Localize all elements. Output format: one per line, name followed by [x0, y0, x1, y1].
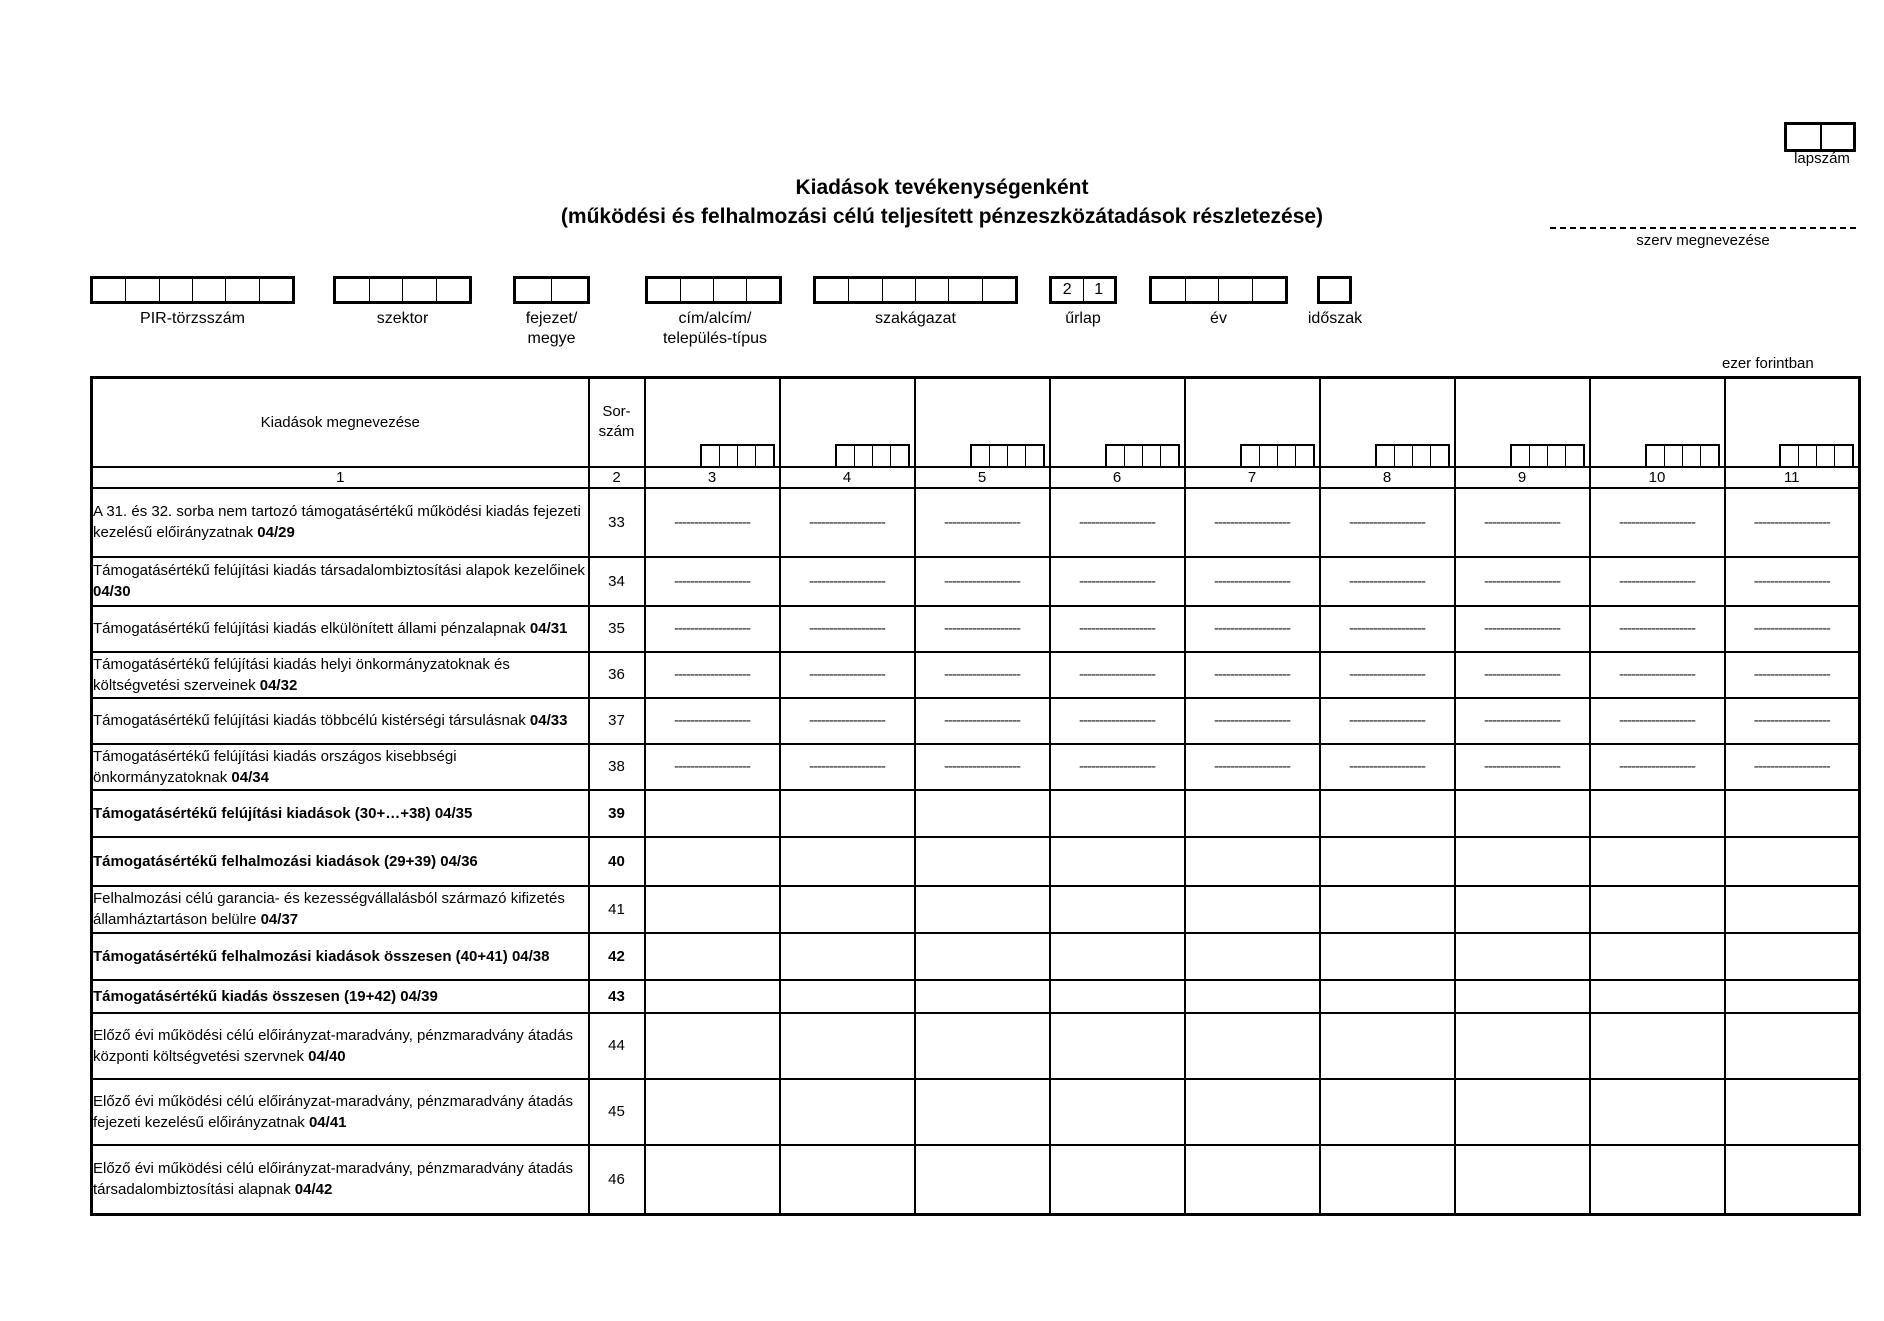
dashed-cell[interactable]: -------------------	[1455, 698, 1590, 744]
column-code-boxes[interactable]	[700, 444, 775, 466]
column-number: 9	[1455, 467, 1590, 488]
code-label: szakágazat	[875, 310, 956, 327]
dashed-cell[interactable]: -------------------	[1050, 744, 1185, 790]
header-sorszam: Sor- szám	[589, 378, 645, 467]
row-name	[92, 837, 589, 886]
dashed-cell[interactable]: -------------------	[1725, 698, 1860, 744]
row-sorszam: 39	[589, 790, 645, 837]
dashed-cell[interactable]: -------------------	[915, 744, 1050, 790]
code-digit[interactable]	[336, 279, 369, 301]
header-column-code[interactable]	[1590, 378, 1725, 467]
dashed-cell[interactable]: -------------------	[1455, 744, 1590, 790]
column-code-boxes[interactable]	[1510, 444, 1585, 466]
row-name	[92, 698, 589, 744]
dashed-cell[interactable]: -------------------	[1590, 652, 1725, 698]
column-code-boxes[interactable]	[970, 444, 1045, 466]
row-name	[92, 488, 589, 557]
row-text: Előző évi működési célú előirányzat-maradvány, pénzmaradvány átadás fejezeti kezelésű előirányzatnak	[93, 1092, 573, 1131]
table-row	[92, 1013, 1860, 1079]
code-digit[interactable]	[713, 279, 746, 301]
column-code-boxes[interactable]	[1240, 444, 1315, 466]
value-cell[interactable]	[915, 790, 1050, 837]
code-digit[interactable]	[259, 279, 292, 301]
table-row	[92, 790, 1860, 837]
row-code: 04/39	[400, 987, 438, 1005]
value-cell[interactable]	[1590, 1079, 1725, 1145]
value-cell[interactable]	[780, 837, 915, 886]
table-row	[92, 744, 1860, 790]
dashed-cell[interactable]: -------------------	[1320, 488, 1455, 557]
value-cell[interactable]	[1320, 1079, 1455, 1145]
code-digit[interactable]	[915, 279, 948, 301]
value-cell[interactable]	[1590, 886, 1725, 933]
code-digit[interactable]	[982, 279, 1015, 301]
dashed-cell[interactable]: -------------------	[1725, 652, 1860, 698]
row-sorszam: 44	[589, 1013, 645, 1079]
code-digit[interactable]	[680, 279, 713, 301]
row-text: Támogatásértékű felújítási kiadások (30+…+38)	[93, 804, 435, 822]
value-cell[interactable]	[1455, 1145, 1590, 1215]
dashed-cell[interactable]: -------------------	[915, 606, 1050, 652]
column-number: 5	[915, 467, 1050, 488]
table-row	[92, 933, 1860, 980]
value-cell[interactable]	[645, 1079, 780, 1145]
value-cell[interactable]	[1590, 790, 1725, 837]
row-text: A 31. és 32. sorba nem tartozó támogatásértékű működési kiadás fejezeti kezelésű előirányzatnak	[93, 503, 581, 541]
row-name	[92, 652, 589, 698]
dashed-cell[interactable]: -------------------	[1320, 744, 1455, 790]
dashed-cell[interactable]: -------------------	[1185, 557, 1320, 606]
column-number: 11	[1725, 467, 1860, 488]
value-cell[interactable]	[1185, 1145, 1320, 1215]
code-label: időszak	[1307, 310, 1363, 327]
value-cell[interactable]	[1590, 1013, 1725, 1079]
table-row	[92, 606, 1860, 652]
row-code: 04/41	[308, 1113, 347, 1131]
value-cell[interactable]	[1185, 790, 1320, 837]
column-code-boxes[interactable]	[1105, 444, 1180, 466]
dashed-cell[interactable]: -------------------	[1050, 652, 1185, 698]
header-column-code[interactable]	[1455, 378, 1590, 467]
table-row	[92, 837, 1860, 886]
lapszam-boxes[interactable]	[1784, 122, 1856, 152]
value-cell[interactable]	[1050, 1079, 1185, 1145]
row-sorszam: 34	[589, 557, 645, 606]
value-cell[interactable]	[1455, 1079, 1590, 1145]
value-cell[interactable]	[1725, 837, 1860, 886]
dashed-cell[interactable]: -------------------	[645, 488, 780, 557]
value-cell[interactable]	[1590, 980, 1725, 1013]
value-cell[interactable]	[1050, 933, 1185, 980]
value-cell[interactable]	[1455, 790, 1590, 837]
code-digit[interactable]	[816, 279, 848, 301]
header-column-code[interactable]	[915, 378, 1050, 467]
dashed-cell[interactable]: -------------------	[1185, 744, 1320, 790]
column-code-boxes[interactable]	[1645, 444, 1720, 466]
value-cell[interactable]	[1050, 886, 1185, 933]
row-name	[92, 980, 589, 1013]
row-name	[92, 886, 589, 933]
value-cell[interactable]	[915, 1145, 1050, 1215]
dashed-cell[interactable]: -------------------	[780, 488, 915, 557]
value-cell[interactable]	[645, 933, 780, 980]
value-cell[interactable]	[915, 980, 1050, 1013]
dashed-cell[interactable]: -------------------	[780, 698, 915, 744]
code-digit[interactable]	[402, 279, 436, 301]
value-cell[interactable]	[1320, 886, 1455, 933]
code-digit[interactable]: 2	[1062, 281, 1072, 298]
column-code-boxes[interactable]	[835, 444, 910, 466]
dashed-cell[interactable]: -------------------	[1320, 606, 1455, 652]
code-box-6[interactable]	[1149, 276, 1288, 304]
value-cell[interactable]	[780, 933, 915, 980]
row-name	[92, 557, 589, 606]
value-cell[interactable]	[1725, 1079, 1860, 1145]
row-name	[92, 1013, 589, 1079]
row-code: 04/31	[529, 620, 568, 637]
value-cell[interactable]	[1050, 1145, 1185, 1215]
dashed-cell[interactable]: -------------------	[1590, 557, 1725, 606]
dashed-cell[interactable]: -------------------	[1455, 652, 1590, 698]
code-digit[interactable]	[436, 279, 470, 301]
code-label: év	[1210, 310, 1227, 327]
value-cell[interactable]	[780, 790, 915, 837]
value-cell[interactable]	[645, 886, 780, 933]
value-cell[interactable]	[1725, 1145, 1860, 1215]
row-text: Támogatásértékű felhalmozási kiadások összesen (40+41)	[93, 947, 512, 965]
code-digit[interactable]	[1152, 279, 1185, 301]
value-cell[interactable]	[1455, 886, 1590, 933]
dashed-cell[interactable]: -------------------	[645, 652, 780, 698]
value-cell[interactable]	[1050, 837, 1185, 886]
dashed-cell[interactable]: -------------------	[1185, 652, 1320, 698]
dashed-cell[interactable]: -------------------	[1320, 698, 1455, 744]
row-code: 04/37	[260, 911, 299, 928]
dashed-cell[interactable]: -------------------	[780, 606, 915, 652]
dashed-cell[interactable]: -------------------	[1725, 488, 1860, 557]
row-sorszam: 46	[589, 1145, 645, 1215]
value-cell[interactable]	[1725, 1013, 1860, 1079]
dashed-cell[interactable]: -------------------	[1320, 557, 1455, 606]
expenses-table	[90, 376, 1861, 1216]
dashed-cell[interactable]: -------------------	[1590, 698, 1725, 744]
row-sorszam: 36	[589, 652, 645, 698]
dashed-cell[interactable]: -------------------	[915, 557, 1050, 606]
code-box-4[interactable]	[813, 276, 1018, 304]
row-text: Támogatásértékű felújítási kiadás többcélú kistérségi társulásnak	[93, 712, 530, 729]
dashed-cell[interactable]: -------------------	[1725, 744, 1860, 790]
table-row	[92, 1079, 1860, 1145]
dashed-cell[interactable]: -------------------	[915, 488, 1050, 557]
code-digit[interactable]	[516, 279, 551, 301]
header-column-code[interactable]	[780, 378, 915, 467]
column-number: 4	[780, 467, 915, 488]
value-cell[interactable]	[1185, 1013, 1320, 1079]
dashed-cell[interactable]: -------------------	[1455, 557, 1590, 606]
row-text: Támogatásértékű felhalmozási kiadások (29+39)	[93, 852, 441, 870]
value-cell[interactable]	[915, 1079, 1050, 1145]
row-code: 04/38	[511, 947, 550, 965]
value-cell[interactable]	[1320, 790, 1455, 837]
dashed-cell[interactable]: -------------------	[780, 744, 915, 790]
code-label: űrlap	[1065, 310, 1101, 327]
code-box-5[interactable]	[1049, 276, 1117, 304]
value-cell[interactable]	[1320, 1013, 1455, 1079]
row-sorszam: 35	[589, 606, 645, 652]
value-cell[interactable]	[1590, 1145, 1725, 1215]
value-cell[interactable]	[1050, 790, 1185, 837]
code-digit[interactable]	[369, 279, 403, 301]
row-text: Támogatásértékű kiadás összesen (19+42)	[93, 987, 401, 1005]
row-name	[92, 744, 589, 790]
code-box-3[interactable]	[645, 276, 782, 304]
header-column-code[interactable]	[1725, 378, 1860, 467]
lapszam-label: lapszám	[1794, 150, 1850, 167]
code-digit[interactable]	[225, 279, 258, 301]
szerv-label: szerv megnevezése	[1636, 232, 1770, 249]
row-sorszam: 33	[589, 488, 645, 557]
dashed-cell[interactable]: -------------------	[780, 557, 915, 606]
table-row	[92, 1145, 1860, 1215]
value-cell[interactable]	[1320, 837, 1455, 886]
dashed-cell[interactable]: -------------------	[1050, 557, 1185, 606]
column-number: 2	[589, 467, 645, 488]
header-column-code[interactable]	[645, 378, 780, 467]
value-cell[interactable]	[1455, 933, 1590, 980]
value-cell[interactable]	[915, 886, 1050, 933]
value-cell[interactable]	[1455, 980, 1590, 1013]
value-cell[interactable]	[1320, 980, 1455, 1013]
row-sorszam: 41	[589, 886, 645, 933]
dashed-cell[interactable]: -------------------	[1725, 557, 1860, 606]
value-cell[interactable]	[780, 980, 915, 1013]
value-cell[interactable]	[915, 1013, 1050, 1079]
code-digit[interactable]	[1218, 279, 1252, 301]
row-name	[92, 1145, 589, 1215]
row-text: Támogatásértékű felújítási kiadás elkülönített állami pénzalapnak	[93, 620, 530, 637]
table-row	[92, 886, 1860, 933]
value-cell[interactable]	[645, 837, 780, 886]
table-row	[92, 557, 1860, 606]
value-cell[interactable]	[780, 886, 915, 933]
value-cell[interactable]	[1320, 1145, 1455, 1215]
header-column-code[interactable]	[1050, 378, 1185, 467]
code-digit[interactable]	[192, 279, 225, 301]
code-digit[interactable]	[746, 279, 779, 301]
row-code: 04/32	[259, 676, 298, 694]
code-label: szektor	[376, 310, 429, 327]
row-sorszam: 42	[589, 933, 645, 980]
column-number: 7	[1185, 467, 1320, 488]
row-sorszam: 43	[589, 980, 645, 1013]
column-number: 6	[1050, 467, 1185, 488]
dashed-cell[interactable]: -------------------	[1590, 744, 1725, 790]
page-title: Kiadások tevékenységenként	[795, 176, 1089, 199]
code-digit[interactable]	[882, 279, 915, 301]
unit-label: ezer forintban	[1722, 355, 1814, 372]
row-text: Támogatásértékű felújítási kiadás országos kisebbségi önkormányzatoknak	[93, 747, 457, 786]
column-number: 8	[1320, 467, 1455, 488]
row-code: 04/42	[294, 1181, 333, 1199]
dashed-cell[interactable]: -------------------	[645, 698, 780, 744]
code-box-7[interactable]	[1317, 276, 1352, 304]
value-cell[interactable]	[1185, 933, 1320, 980]
dashed-cell[interactable]: -------------------	[915, 652, 1050, 698]
dashed-cell[interactable]: -------------------	[915, 698, 1050, 744]
value-cell[interactable]	[1455, 837, 1590, 886]
code-label: cím/alcím/ település-típus	[662, 310, 768, 347]
value-cell[interactable]	[780, 1145, 915, 1215]
value-cell[interactable]	[1455, 1013, 1590, 1079]
code-box-0[interactable]	[90, 276, 295, 304]
value-cell[interactable]	[1185, 1079, 1320, 1145]
code-digit[interactable]	[125, 279, 158, 301]
table-row	[92, 488, 1860, 557]
code-digit[interactable]	[551, 279, 587, 301]
value-cell[interactable]	[1725, 980, 1860, 1013]
code-digit[interactable]	[848, 279, 881, 301]
table-row	[92, 698, 1860, 744]
value-cell[interactable]	[1590, 933, 1725, 980]
row-name	[92, 790, 589, 837]
szerv-line[interactable]	[1550, 227, 1856, 229]
dashed-cell[interactable]: -------------------	[1590, 606, 1725, 652]
row-code: 04/40	[308, 1047, 346, 1065]
dashed-cell[interactable]: -------------------	[780, 652, 915, 698]
dashed-cell[interactable]: -------------------	[645, 744, 780, 790]
dashed-cell[interactable]: -------------------	[1455, 488, 1590, 557]
value-cell[interactable]	[645, 980, 780, 1013]
code-digit[interactable]	[1252, 279, 1286, 301]
value-cell[interactable]	[1050, 1013, 1185, 1079]
header-column-code[interactable]	[1185, 378, 1320, 467]
code-label: fejezet/ megye	[525, 310, 578, 347]
value-cell[interactable]	[1050, 980, 1185, 1013]
dashed-cell[interactable]: -------------------	[1725, 606, 1860, 652]
dashed-cell[interactable]: -------------------	[1185, 606, 1320, 652]
row-code: 04/33	[529, 712, 568, 729]
table-row	[92, 980, 1860, 1013]
dashed-cell[interactable]: -------------------	[1455, 606, 1590, 652]
code-box-2[interactable]	[513, 276, 590, 304]
value-cell[interactable]	[1725, 790, 1860, 837]
row-code: 04/34	[231, 768, 269, 786]
row-name	[92, 606, 589, 652]
dashed-cell[interactable]: -------------------	[1050, 606, 1185, 652]
column-code-boxes[interactable]	[1375, 444, 1450, 466]
row-text: Felhalmozási célú garancia- és kezességvállalásból származó kifizetés államháztartáson belülre	[93, 890, 565, 928]
code-box-1[interactable]	[333, 276, 472, 304]
page-subtitle: (működési és felhalmozási célú teljesített pénzeszközátadások részletezése)	[560, 205, 1324, 228]
code-digit[interactable]	[948, 279, 981, 301]
code-digit[interactable]	[648, 279, 680, 301]
dashed-cell[interactable]: -------------------	[645, 606, 780, 652]
code-digit[interactable]: 1	[1083, 279, 1115, 301]
column-code-boxes[interactable]	[1779, 444, 1854, 466]
row-text: Előző évi működési célú előirányzat-maradvány, pénzmaradvány átadás központi költségvetési szervnek	[93, 1026, 573, 1065]
row-code: 04/36	[440, 852, 478, 870]
row-code: 04/30	[93, 583, 131, 600]
code-label: PIR-törzsszám	[140, 310, 245, 327]
code-digit[interactable]	[1320, 279, 1349, 301]
value-cell[interactable]	[1185, 886, 1320, 933]
dashed-cell[interactable]: -------------------	[1320, 652, 1455, 698]
dashed-cell[interactable]: -------------------	[1185, 698, 1320, 744]
value-cell[interactable]	[645, 790, 780, 837]
header-name: Kiadások megnevezése	[92, 378, 589, 467]
value-cell[interactable]	[645, 1013, 780, 1079]
row-sorszam: 40	[589, 837, 645, 886]
value-cell[interactable]	[645, 1145, 780, 1215]
row-code: 04/35	[434, 804, 473, 822]
code-digit[interactable]	[1185, 279, 1219, 301]
column-number: 3	[645, 467, 780, 488]
value-cell[interactable]	[1725, 886, 1860, 933]
value-cell[interactable]	[1320, 933, 1455, 980]
code-digit[interactable]	[159, 279, 192, 301]
column-number: 10	[1590, 467, 1725, 488]
code-digit[interactable]	[93, 279, 125, 301]
value-cell[interactable]	[915, 933, 1050, 980]
dashed-cell[interactable]: -------------------	[1050, 698, 1185, 744]
row-text: Előző évi működési célú előirányzat-maradvány, pénzmaradvány átadás társadalombiztosítási alapnak	[93, 1160, 573, 1199]
value-cell[interactable]	[780, 1013, 915, 1079]
row-sorszam: 37	[589, 698, 645, 744]
value-cell[interactable]	[1185, 980, 1320, 1013]
row-sorszam: 45	[589, 1079, 645, 1145]
dashed-cell[interactable]: -------------------	[1590, 488, 1725, 557]
value-cell[interactable]	[780, 1079, 915, 1145]
value-cell[interactable]	[915, 837, 1050, 886]
value-cell[interactable]	[1725, 933, 1860, 980]
table-row	[92, 652, 1860, 698]
dashed-cell[interactable]: -------------------	[1185, 488, 1320, 557]
dashed-cell[interactable]: -------------------	[645, 557, 780, 606]
row-name	[92, 933, 589, 980]
value-cell[interactable]	[1185, 837, 1320, 886]
value-cell[interactable]	[1590, 837, 1725, 886]
row-text: Támogatásértékű felújítási kiadás helyi önkormányzatoknak és költségvetési szerveinek	[93, 655, 510, 694]
header-column-code[interactable]	[1320, 378, 1455, 467]
dashed-cell[interactable]: -------------------	[1050, 488, 1185, 557]
column-number: 1	[92, 467, 589, 488]
row-sorszam: 38	[589, 744, 645, 790]
row-code: 04/29	[257, 524, 295, 541]
row-name	[92, 1079, 589, 1145]
row-text: Támogatásértékű felújítási kiadás társadalombiztosítási alapok kezelőinek	[93, 562, 585, 579]
